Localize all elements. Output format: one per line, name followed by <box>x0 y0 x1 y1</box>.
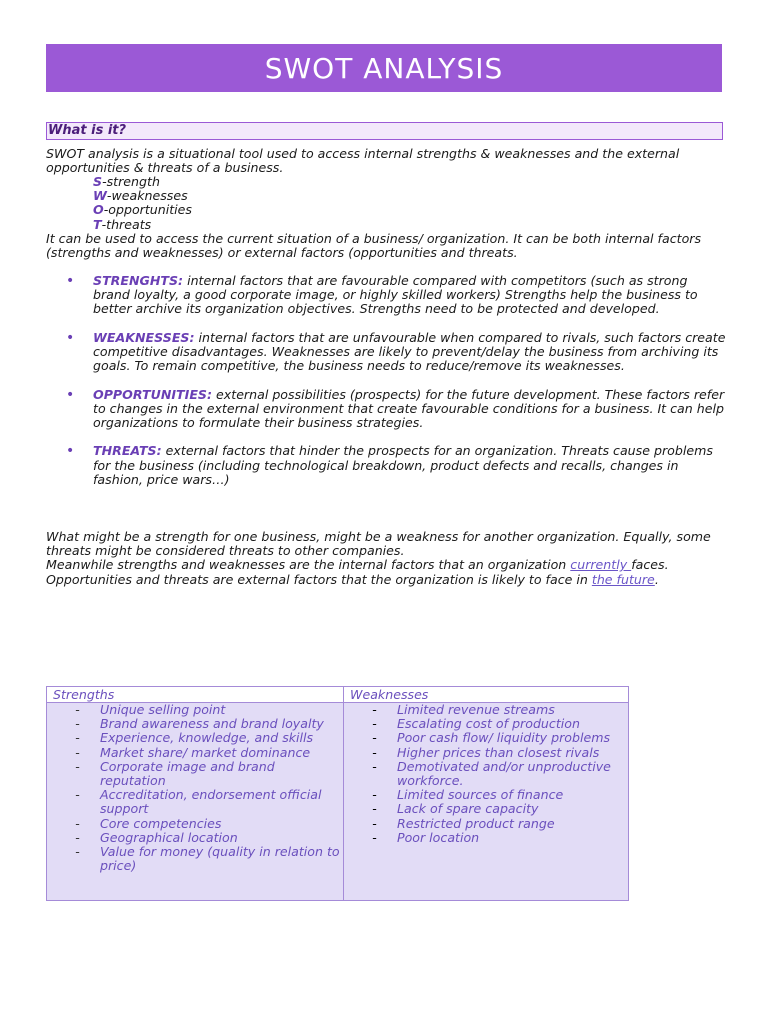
bullet-dot <box>66 331 93 374</box>
dash-icon <box>344 817 397 831</box>
title-banner <box>46 44 722 92</box>
list-item-text: Core competencies <box>100 815 222 831</box>
bullet-opportunities <box>66 388 726 431</box>
bullet-text: internal factors that are unfavourable when compared to rivals, such factors create competitive disadvantages. Weaknesses are likely to prevent/delay the business from archiving its goals. To remain competitive, the business needs to reduce/remove its weaknesses. <box>93 329 726 374</box>
list-item <box>47 831 343 845</box>
dash-icon <box>47 831 100 845</box>
swot-bullet-list <box>66 274 726 501</box>
list-item-text: Market share/ market dominance <box>100 744 311 760</box>
letter-o-rest: -opportunities <box>103 202 192 218</box>
closing-line-2-text: Meanwhile strengths and weaknesses are the internal factors that an organization <box>46 557 571 573</box>
swot-letters <box>93 175 192 232</box>
swot-table <box>46 686 629 901</box>
letter-s-line <box>93 175 192 189</box>
weaknesses-list <box>344 703 628 845</box>
bullet-keyword: THREATS: <box>93 443 162 459</box>
list-item <box>344 703 628 717</box>
list-item <box>344 731 628 745</box>
bullet-dot <box>66 274 93 317</box>
list-item-text: Poor location <box>397 829 480 845</box>
letter-o: O <box>93 202 104 218</box>
dash-icon <box>47 717 100 731</box>
list-item-text: Brand awareness and brand loyalty <box>100 716 324 732</box>
list-item-text: Restricted product range <box>397 815 555 831</box>
list-item-text: Unique selling point <box>100 702 226 717</box>
bullet-text: external possibilities (prospects) for the future development. These factors refer to changes in the external environment that create favourable conditions for a business. It can help organizations to formulate their business strategies. <box>93 386 725 430</box>
letter-w: W <box>93 188 107 204</box>
bullet-weaknesses <box>66 331 726 374</box>
dash-icon <box>344 788 397 802</box>
list-item-text: Limited sources of finance <box>397 787 564 803</box>
list-item-text: Poor cash flow/ liquidity problems <box>397 730 611 746</box>
letter-t: T <box>93 216 102 232</box>
usage-paragraph: It can be used to access the current situation of a business/ organization. It can be both internal factors (strengths and weaknesses) or external factors (opportunities and threats. <box>46 231 702 261</box>
list-item <box>47 717 343 731</box>
list-item <box>47 817 343 831</box>
list-item <box>344 717 628 731</box>
letter-t-rest: -threats <box>101 216 152 232</box>
closing-line-2 <box>46 558 726 572</box>
list-item-text: Limited revenue streams <box>397 702 555 717</box>
dash-icon <box>344 760 397 788</box>
intro-paragraph: SWOT analysis is a situational tool used to access internal strengths & weaknesses and the external opportunities & threats of a business. <box>46 146 680 176</box>
bullet-strengths <box>66 274 726 317</box>
letter-s-rest: -strength <box>102 174 160 189</box>
what-is-it-heading: What is it? <box>46 122 723 140</box>
dash-icon <box>47 817 100 831</box>
closing-line-1: What might be a strength for one business, might be a weakness for another organization. Equally, some threats might be considered threats to other companies. <box>46 529 711 559</box>
list-item-text: Lack of spare capacity <box>397 801 539 817</box>
list-item <box>344 831 628 845</box>
dash-icon <box>47 788 100 816</box>
closing-line-3-end: . <box>654 571 659 587</box>
dash-icon <box>344 802 397 816</box>
list-item <box>344 788 628 802</box>
strengths-header: Strengths <box>47 687 344 703</box>
dash-icon <box>47 845 100 873</box>
closing-line-3-text: Opportunities and threats are external factors that the organization is likely to face in <box>46 571 592 587</box>
letter-o-line <box>93 203 192 217</box>
list-item-text: Corporate image and brand reputation <box>100 758 275 789</box>
dash-icon <box>344 831 397 845</box>
dash-icon <box>344 746 397 760</box>
table-header-row <box>47 687 629 703</box>
dash-icon <box>47 703 100 717</box>
list-item <box>344 746 628 760</box>
list-item <box>47 845 343 873</box>
list-item <box>344 760 628 788</box>
bullet-keyword: STRENGHTS: <box>93 273 184 288</box>
list-item <box>47 703 343 717</box>
currently-link[interactable]: currently <box>570 557 632 573</box>
list-item <box>47 788 343 816</box>
list-item <box>47 760 343 788</box>
table-body-row <box>47 703 629 901</box>
closing-paragraph <box>46 530 726 587</box>
weaknesses-header: Weaknesses <box>344 687 629 703</box>
dash-icon <box>344 717 397 731</box>
dash-icon <box>47 746 100 760</box>
page-title: SWOT ANALYSIS <box>264 51 504 85</box>
list-item-text: Value for money (quality in relation to price) <box>100 844 340 874</box>
list-item-text: Demotivated and/or unproductive workforce. <box>397 758 611 789</box>
dash-icon <box>47 760 100 788</box>
the-future-link[interactable]: the future <box>591 571 655 587</box>
list-item-text: Escalating cost of production <box>397 716 580 732</box>
dash-icon <box>344 703 397 717</box>
bullet-keyword: WEAKNESSES: <box>93 329 195 345</box>
bullet-dot <box>66 444 93 487</box>
letter-t-line <box>93 218 192 232</box>
strengths-cell <box>47 703 344 901</box>
list-item-text: Higher prices than closest rivals <box>397 744 600 760</box>
list-item <box>344 802 628 816</box>
dash-icon <box>47 731 100 745</box>
bullet-keyword: OPPORTUNITIES: <box>93 386 213 402</box>
closing-line-2-end: faces. <box>631 557 669 573</box>
list-item-text: Accreditation, endorsement official support <box>100 787 322 817</box>
list-item <box>47 746 343 760</box>
closing-line-3 <box>46 573 726 587</box>
bullet-text: internal factors that are favourable compared with competitors (such as strong brand loyalty, a good corporate image, or highly skilled workers) Strengths help the business to better archive its organization objectives. Strengths need to be protected and developed. <box>93 273 698 317</box>
list-item-text: Experience, knowledge, and skills <box>100 730 314 746</box>
dash-icon <box>344 731 397 745</box>
letter-s: S <box>93 174 103 189</box>
bullet-dot <box>66 388 93 431</box>
bullet-text: external factors that hinder the prospects for an organization. Threats cause problems for the business (including technological breakdown, product defects and recalls, changes in fashion, price wars…) <box>93 443 713 487</box>
strengths-list <box>47 703 343 873</box>
bullet-threats <box>66 444 726 487</box>
weaknesses-cell <box>344 703 629 901</box>
list-item <box>344 817 628 831</box>
letter-w-rest: -weaknesses <box>106 188 188 204</box>
list-item <box>47 731 343 745</box>
letter-w-line <box>93 189 192 203</box>
list-item-text: Geographical location <box>100 829 238 845</box>
